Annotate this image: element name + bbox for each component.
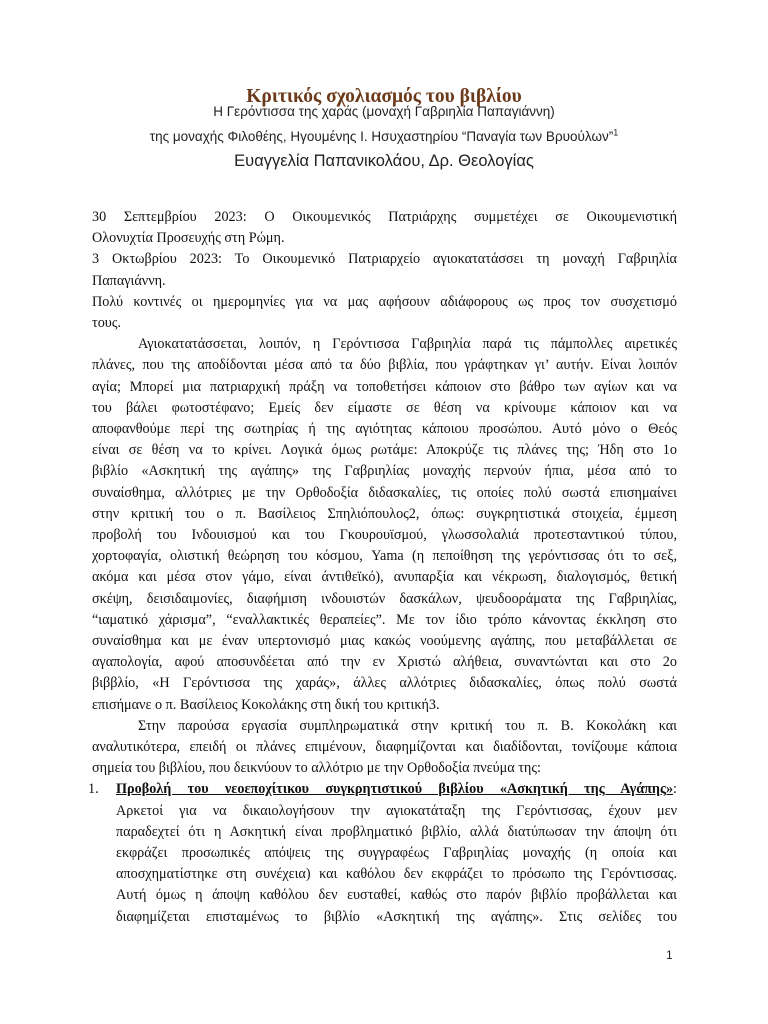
body-line: αγαπολογία, αφού αποσυνδέεται από την εν Χριστώ αλήθεια, συναντώνται και στο 2ο: [92, 654, 677, 671]
body-line: Πολύ κοντινές οι ημερομηνίες για να μας αφήσουν αδιάφορους ως προς τον συσχετισμό: [92, 293, 677, 310]
book-author-line: [0, 129, 768, 144]
body-line: ακόμα και μέσα στον γάμο, είναι άντιθεϊκό), ανυπαρξία και νέκρωση, διαλογισμός, θετική: [92, 569, 677, 586]
body-line: Στην παρούσα εργασία συμπληρωματικά στην κριτική του π. Β. Κοκολάκη και: [138, 717, 677, 734]
list-heading-colon: :: [673, 781, 677, 798]
body-line: “ιαματικό χάρισμα”, “εναλλακτικές θεραπείες”. Με τον ίδιο τρόπο κάνοντας έκκληση στο: [92, 611, 677, 628]
article-author: Ευαγγελία Παπανικολάου, Δρ. Θεολογίας: [234, 152, 534, 170]
body-line: Αγιοκατατάσσεται, λοιπόν, η Γερόντισσα Γαβριηλία παρά τις πάμπολλες αιρετικές: [138, 336, 677, 353]
body-line: είναι σε θέση να το κρίνει. Λογικά όμως ρωτάμε: Αποκρύζε τις πλάνες της; Ήδη στο 1ο: [92, 442, 677, 459]
body-line: στην κριτική του ο π. Βασίλειος Σπηλιόπουλος2, όπως: συγκρητιστικά στοιχεία, έμμεση: [92, 505, 677, 522]
body-line: 3 Οκτωβρίου 2023: Το Οικουμενικό Πατριαρχείο αγιοκατατάσσει τη μοναχή Γαβριηλία: [92, 251, 677, 268]
body-line: σκέψη, δεισιδαιμονίες, διαφήμιση ινδουιστών δασκάλων, ψευδοοράματα της Γαβριηλίας,: [92, 590, 677, 607]
body-line: σημεία του βιβλίου, που δεικνύουν το αλλότριο με την Ορθοδοξία πνεύμα της:: [92, 760, 541, 777]
list-body-line: αποσχηματίστηκε στη συνέχεια) και καθόλου δεν εκφράζει το πρόσωπο της Γερόντισσας.: [116, 866, 677, 883]
body-line: συναίσθημα και με έναν υπερτονισμό μιας κακώς νοούμενης αγάπης, που μεταβάλλεται σε: [92, 633, 677, 649]
body-line: βιβλίο «Ασκητική της αγάπης» της Γαβριηλίας μοναχής περνούν ήπια, μέσα από το: [92, 463, 677, 480]
body-line: χορτοφαγία, ολιστική θεώρηση του κόσμου, Yama (η πεποίθηση της γερόντισσας ότι το σεξ,: [92, 548, 677, 565]
book-author-text: της μοναχής Φιλοθέης, Ηγουμένης Ι. Ησυχαστηρίου “Παναγία των Βρυούλων”: [149, 129, 614, 144]
list-number: 1.: [88, 781, 99, 798]
body-line: 30 Σεπτεμβρίου 2023: Ο Οικουμενικός Πατριάρχης συμμετέχει σε Οικουμενιστική: [92, 209, 677, 225]
body-line: αγία; Μπορεί μια πατριαρχική πράξη να τοποθετήσει κάποιον στο βάθρο των αγίων και να: [92, 378, 677, 395]
page-number: 1: [666, 948, 673, 962]
list-heading-text: Προβολή του νεοεποχίτικου συγκρητιστικού βιβλίου «Ασκητική της Αγάπης»: [116, 781, 674, 798]
body-line: πλάνες, που της αποδίδονται μέσα από τα δύο βιβλία, που γράφτηκαν γι’ αυτήν. Είναι λοιπόν: [92, 357, 677, 374]
body-line: αναλυτικότερα, επειδή οι πλάνες επιμένουν, διαφημίζονται και διαδίδονται, τονίζουμε κάποια: [92, 739, 677, 755]
body-line: Παπαγιάννη.: [92, 272, 166, 289]
body-line: τους.: [92, 315, 121, 331]
list-body-line: Αυτή όμως η άποψη καθόλου δεν ευσταθεί, καθώς στο παρόν βιβλίο προβάλλεται και: [116, 887, 677, 904]
list-body-line: Αρκετοί για να δικαιολογήσουν την αγιοκατάταξη της Γερόντισσας, έχουν μεν: [116, 802, 677, 819]
list-body-line: διαφημίζεται επισταμένως το βιβλίο «Ασκητική της αγάπης». Στις σελίδες του: [116, 908, 677, 925]
book-title-line: Η Γερόντισσα της χαράς (μοναχή Γαβριηλία Παπαγιάννη): [213, 104, 555, 119]
body-line: προβολή του Ινδουισμού και του Γκουρουϊσμού, γλωσσολαλιά προτεσταντικού τύπου,: [92, 527, 677, 543]
list-body-line: παραδεχτεί ότι η Ασκητική είναι προβληματικό βιβλίο, αλλά διατύπωσαν την άποψη ότι: [116, 823, 677, 840]
body-line: Ολονυχτία Προσευχής στη Ρώμη.: [92, 230, 285, 247]
body-line: βιββλίο, «Η Γερόντισσα της χαράς», άλλες αλλότριες διδασκαλίες, όπως πολύ σωστά: [92, 675, 677, 692]
body-line: επισήμανε ο π. Βασίλειος Κοκολάκης στη δική του κριτική3.: [92, 696, 440, 713]
list-body-line: εκφράζει προσωπικές απόψεις της συγγραφέως Γαβριηλίας μοναχής (η οποία και: [116, 845, 677, 861]
body-line: αποφανθούμε περί της σωτηρίας ή της αγιότητας κάποιου προσώπου. Αυτό μόνο ο Θεός: [92, 421, 677, 437]
body-line: του βάλει φωτοστέφανο; Εμείς δεν είμαστε σε θέση να κρίνουμε κάποιον και να: [92, 399, 677, 416]
list-heading: [116, 778, 677, 800]
body-line: συναίσθημα, αλλότριες με την Ορθοδοξία διδασκαλίες, τις οποίες πολύ σωστά επισημαίνει: [92, 484, 677, 501]
document-title: Κριτικός σχολιασμός του βιβλίου: [246, 86, 522, 107]
footnote-ref-1: 1: [613, 127, 619, 138]
